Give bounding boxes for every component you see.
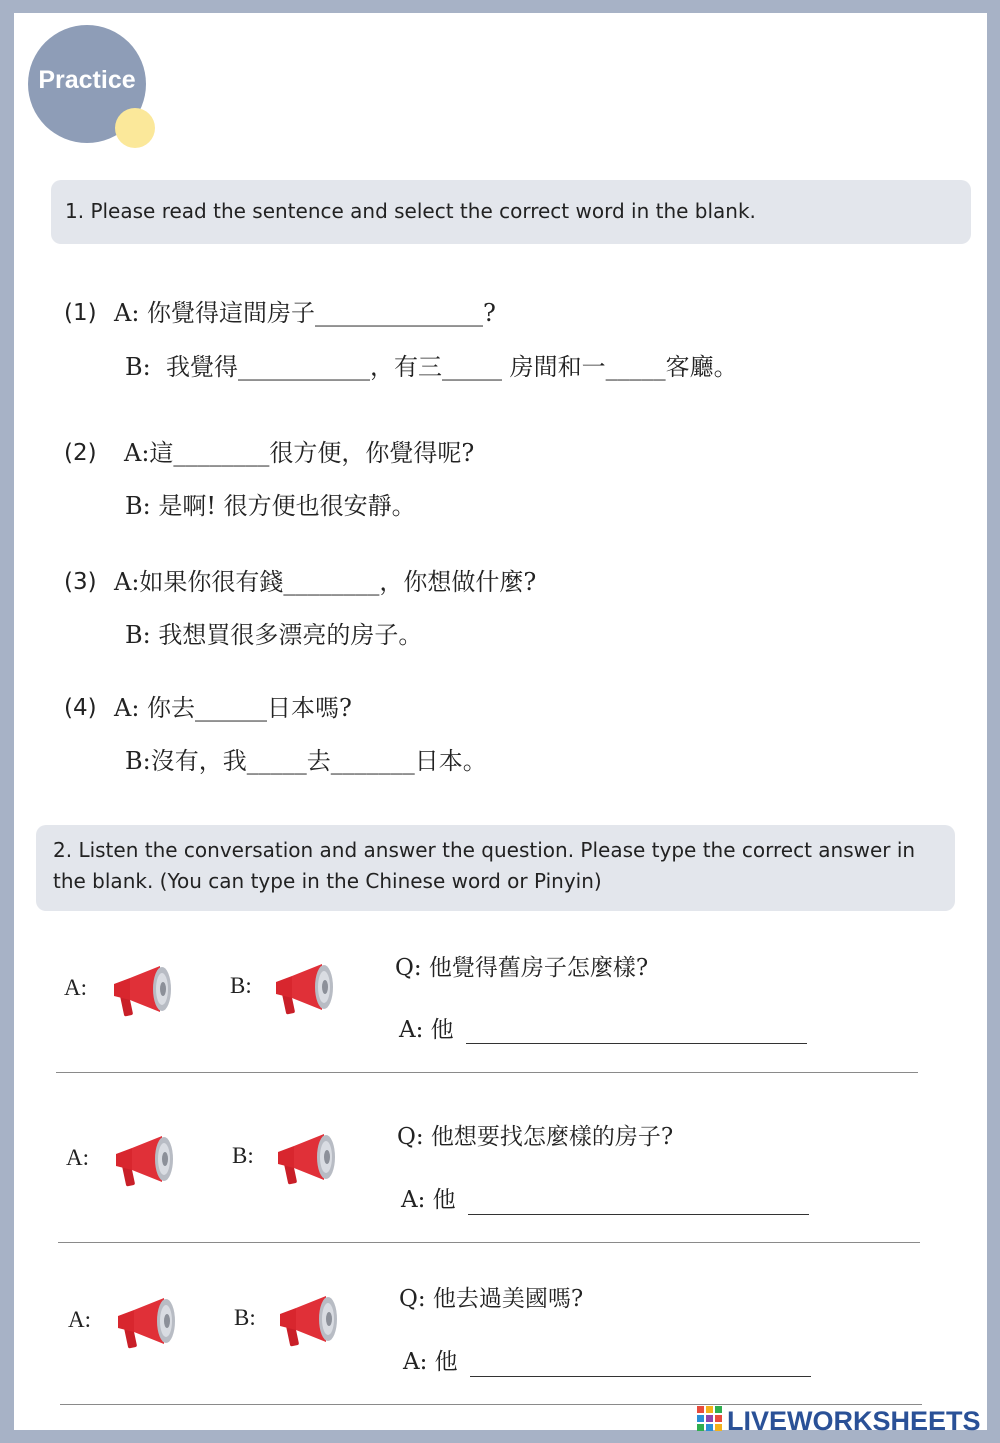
item-number: (3) (64, 569, 97, 595)
question-text: Q: 他想要找怎麼樣的房子? (397, 1124, 674, 1150)
item-number: (2) (64, 440, 97, 466)
liveworksheets-brand (697, 1406, 981, 1436)
answer-underline (466, 1043, 807, 1044)
megaphone-icon[interactable] (276, 1294, 340, 1350)
item1-line-a: A: 你覺得這間房子______________? (114, 299, 496, 327)
row-divider (56, 1072, 918, 1073)
item-number: (1) (64, 300, 97, 326)
answer-input[interactable] (470, 1344, 814, 1376)
speaker-a-label: A: (64, 975, 87, 1000)
megaphone-icon[interactable] (272, 962, 336, 1018)
practice-label: Practice (38, 66, 136, 94)
row-divider (60, 1404, 922, 1405)
question-text: Q: 他去過美國嗎? (399, 1286, 584, 1312)
item4-line-b: B:沒有，我_____去_______日本。 (125, 747, 487, 775)
question-text: Q: 他覺得舊房子怎麼樣? (395, 955, 649, 981)
answer-input[interactable] (466, 1012, 810, 1044)
answer-underline (468, 1214, 809, 1215)
megaphone-icon[interactable] (274, 1132, 338, 1188)
item2-line-a: A:這________很方便，你覺得呢? (124, 439, 475, 467)
answer-prefix: A: 他 (403, 1349, 458, 1375)
badge-dot (115, 108, 155, 148)
item1-line-b: B: 我覺得___________，有三_____ 房間和一_____客廳。 (125, 353, 738, 381)
item3-line-a: A:如果你很有錢________，你想做什麼? (114, 568, 537, 596)
speaker-b-label: B: (232, 1143, 254, 1168)
speaker-b-label: B: (234, 1305, 256, 1330)
row-divider (58, 1242, 920, 1243)
item2-line-b: B: 是啊! 很方便也很安靜。 (125, 492, 416, 520)
item4-line-a: A: 你去______日本嗎? (114, 694, 352, 722)
megaphone-icon[interactable] (112, 1134, 176, 1190)
item3-line-b: B: 我想買很多漂亮的房子。 (125, 621, 423, 649)
item-number: (4) (64, 695, 97, 721)
answer-prefix: A: 他 (401, 1187, 456, 1213)
section1-instruction: 1. Please read the sentence and select the correct word in the blank. (51, 180, 971, 244)
megaphone-icon[interactable] (110, 964, 174, 1020)
answer-underline (470, 1376, 811, 1377)
section2-instruction: 2. Listen the conversation and answer the question. Please type the correct answer in the blank. (You can type in the Chinese word or Pinyin) (36, 825, 955, 911)
answer-input[interactable] (468, 1182, 812, 1214)
megaphone-icon[interactable] (114, 1296, 178, 1352)
liveworksheets-logo-icon (697, 1406, 723, 1437)
brand-text: LIVEWORKSHEETS (727, 1406, 981, 1436)
speaker-b-label: B: (230, 973, 252, 998)
speaker-a-label: A: (68, 1307, 91, 1332)
answer-prefix: A: 他 (399, 1017, 454, 1043)
speaker-a-label: A: (66, 1145, 89, 1170)
